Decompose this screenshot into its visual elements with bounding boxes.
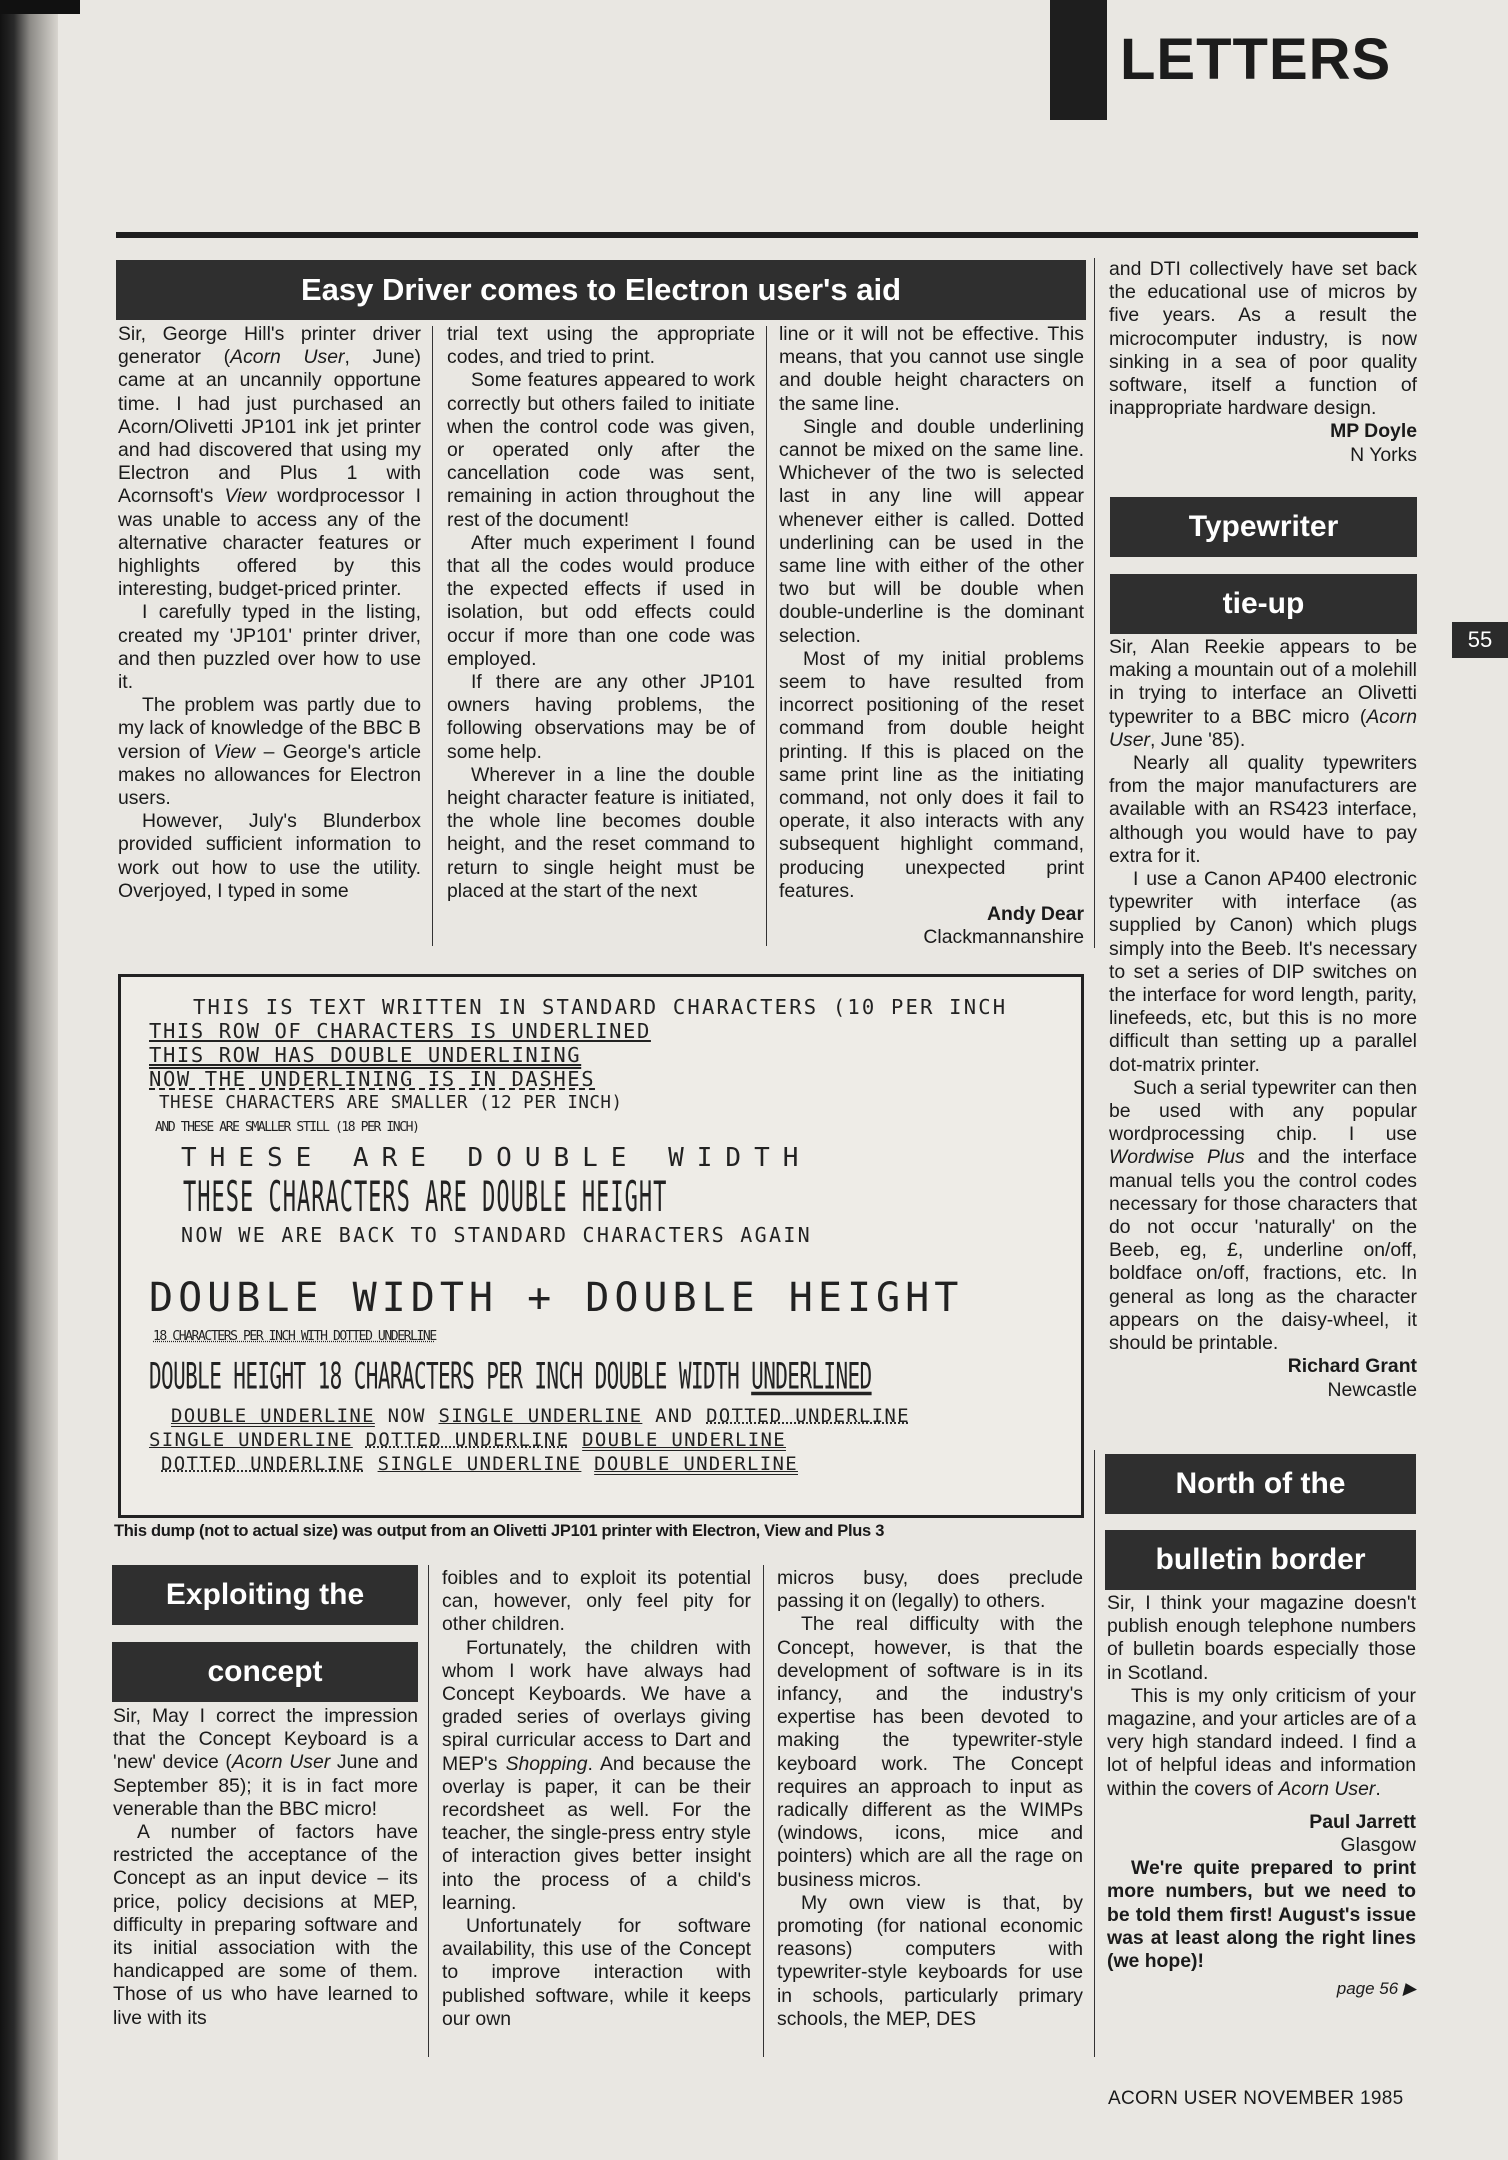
column-rule xyxy=(432,326,433,946)
top-rule xyxy=(116,232,1418,238)
signature-location: Clackmannanshire xyxy=(923,926,1084,949)
headline-concept-line1: Exploiting the xyxy=(165,1578,365,1611)
dump-line-standard-again: NOW WE ARE BACK TO STANDARD CHARACTERS AGAIN xyxy=(181,1223,813,1247)
paragraph: I use a Canon AP400 electronic typewriter with interface (as supplied by Canon) which plugs simply into the Beeb. It's necessary to set a series of DIP switches on the interface for word length, parity, linefeeds, etc, but this is no more difficult than setting up a parallel dot-matrix printer. xyxy=(1109,868,1417,1076)
binding-top-edge xyxy=(0,0,80,14)
page-footer: ACORN USER NOVEMBER 1985 xyxy=(1108,2088,1404,2109)
paragraph: Some features appeared to work correctly but others failed to initiate when the control code was given, or operated only after the cancellation code was sent, remaining in action throughout the rest of the document! xyxy=(447,369,755,531)
concept-column-1 xyxy=(113,1705,418,2030)
paragraph: Wherever in a line the double height character feature is initiated, the whole line becomes double height, and the reset command to return to single height must be placed at the start of the next xyxy=(447,763,755,902)
headline-typewriter xyxy=(1110,497,1417,557)
dump-line-18cpi: AND THESE ARE SMALLER STILL (18 PER INCH) xyxy=(155,1120,419,1135)
column-rule xyxy=(766,326,767,946)
dump-line-double-underlined: THIS ROW HAS DOUBLE UNDERLINING xyxy=(149,1043,582,1067)
typewriter-letter xyxy=(1109,636,1417,1402)
paragraph: I carefully typed in the listing, created my 'JP101' printer driver, and then puzzled over how to use it. xyxy=(118,601,421,694)
page-binding-shadow xyxy=(0,0,58,2160)
dump-mixed-text: DOUBLE HEIGHT 18 CHARACTERS PER INCH DOUBLE WIDTH xyxy=(149,1355,752,1397)
dump-line-standard: THIS IS TEXT WRITTEN IN STANDARD CHARACTERS (10 PER INCH xyxy=(193,995,1008,1019)
dump-line-underlined: THIS ROW OF CHARACTERS IS UNDERLINED xyxy=(149,1019,651,1043)
paragraph: Such a serial typewriter can then be used with any popular wordprocessing chip. I use Wordwise Plus and the interface manual tells you the control codes necessary for those characters that do not occur 'naturally' on the Beeb, eg, £, underline on/off, boldface on/off, fractions, etc. In general as long as the character appears on the daisy-wheel, it should be printable. xyxy=(1109,1076,1418,1355)
signature: MP Doyle xyxy=(1330,420,1417,443)
paragraph: The real difficulty with the Concept, however, is that the development of software is in its infancy, and the industry's expertise has been devoted to making the typewriter-style keyboard work. The Concept requires an approach to input as radically different as the WIMPs (windows, icons, mice and pointers) which are all the rage on business micros. xyxy=(777,1613,1083,1891)
column-rule xyxy=(1094,1450,1095,2057)
paragraph: The problem was partly due to my lack of knowledge of the BBC B version of View – George's article makes no allowances for Electron users. xyxy=(118,694,421,810)
paragraph: This is my only criticism of your magazine, and your articles are of a very high standard indeed. I find a lot of helpful ideas and information within the covers of Acorn User. xyxy=(1107,1684,1416,1800)
headline-typewriter-line1: Typewriter xyxy=(1188,510,1339,543)
dump-line-underline-mix-1: DOUBLE UNDERLINE NOW SINGLE UNDERLINE AND DOTTED UNDERLINE xyxy=(171,1405,910,1427)
headline-easy-driver xyxy=(116,260,1086,320)
headline-concept-line2: concept xyxy=(207,1655,323,1688)
paragraph: Sir, George Hill's printer driver generator (Acorn User, June) came at an uncannily opportune time. I had just purchased an Acorn/Olivetti JP101 ink jet printer and had discovered that using my Electron and Plus 1 with Acornsoft's View wordprocessor I was unable to access any of the alternative character features or highlights offered by this interesting, budget-priced printer. xyxy=(118,323,422,601)
dump-line-dashed-underline: NOW THE UNDERLINING IS IN DASHES xyxy=(149,1067,596,1091)
headline-concept xyxy=(112,1642,418,1702)
paragraph: A number of factors have restricted the acceptance of the Concept as an input device – its price, policy decisions at MEP, difficulty in preparing software and its initial association with the handicapped are some of them. Those of us who have learned to live with its xyxy=(113,1821,418,2029)
continued-page-link[interactable]: page 56 ▶ xyxy=(1336,1979,1416,1999)
paragraph: Sir, I think your magazine doesn't publish enough telephone numbers of bulletin boards especially those in Scotland. xyxy=(1107,1592,1416,1684)
signature: Paul Jarrett xyxy=(1309,1810,1416,1833)
dump-line-12cpi: THESE CHARACTERS ARE SMALLER (12 PER INCH) xyxy=(159,1093,623,1113)
column-rule xyxy=(763,1565,764,2057)
paragraph: If there are any other JP101 owners having problems, the following observations may be of some help. xyxy=(447,671,755,763)
headline-bulletin-line1: North of the xyxy=(1175,1467,1346,1500)
right-column-continuation xyxy=(1109,258,1417,467)
section-header-block xyxy=(1050,0,1107,120)
editor-note: We're quite prepared to print more numbers, but we need to be told them first! August's issue was at least along the right lines (we hope)! xyxy=(1107,1857,1416,1973)
headline-north xyxy=(1105,1454,1416,1514)
paragraph: line or it will not be effective. This means, that you cannot use single and double height characters on the same line. xyxy=(779,323,1084,415)
dump-caption: This dump (not to actual size) was output from an Olivetti JP101 printer with Electron, View and Plus 3 xyxy=(114,1522,885,1540)
paragraph: Single and double underlining cannot be mixed on the same line. Whichever of the two is selected last in any line will appear whenever either is called. Dotted underlining can be used in the same line with either of the other two but will be double when double-underline is the dominant selection. xyxy=(779,415,1084,647)
signature-location: Newcastle xyxy=(1327,1378,1417,1401)
concept-column-2 xyxy=(442,1567,751,2031)
headline-typewriter-line2: tie-up xyxy=(1222,587,1305,620)
headline-bulletin xyxy=(1105,1530,1416,1590)
page-number-tab xyxy=(1452,622,1508,658)
letter1-column-1 xyxy=(118,323,421,903)
paragraph: foibles and to exploit its potential can, however, only feel pity for other children. xyxy=(442,1567,751,1636)
signature-location: Glasgow xyxy=(1340,1834,1416,1857)
signature: Richard Grant xyxy=(1287,1355,1417,1378)
headline-bulletin-line2: bulletin border xyxy=(1155,1543,1366,1576)
concept-column-3 xyxy=(777,1567,1083,2031)
paragraph: and DTI collectively have set back the educational use of micros by five years. As a result the microcomputer industry, is now sinking in a sea of poor quality software, itself a function of inappropriate hardware design. xyxy=(1109,258,1417,420)
dump-mixed-underlined: UNDERLINED xyxy=(751,1355,872,1397)
paragraph: After much experiment I found that all the codes would produce the expected effects if used in isolation, but odd effects could occur if more than one code was employed. xyxy=(447,531,755,670)
paragraph: However, July's Blunderbox provided sufficient information to work out how to use the utility. Overjoyed, I typed in some xyxy=(118,810,421,902)
paragraph: Fortunately, the children with whom I work have always had Concept Keyboards. We have a graded series of overlays giving spiral curricular access to Dart and MEP's Shopping. And because the overlay is paper, it can be their recordsheet as well. For the teacher, the single-press entry style of interaction gives better insight into the process of a child's learning. xyxy=(442,1636,752,1914)
paragraph: micros busy, does preclude passing it on (legally) to others. xyxy=(777,1567,1083,1613)
letter1-column-2 xyxy=(447,323,755,903)
paragraph: Most of my initial problems seem to have resulted from incorrect positioning of the reset command from double height printing. If this is placed on the same print line as the initiating command, not only does it fail to operate, it also interacts with any subsequent highlight command, producing unexpected print features. xyxy=(779,647,1084,902)
paragraph: My own view is that, by promoting (for national economic reasons) computers with typewriter-style keyboards for use in schools, particularly primary schools, the MEP, DES xyxy=(777,1891,1083,2030)
section-title: LETTERS xyxy=(1120,27,1392,92)
headline-tie-up xyxy=(1110,574,1417,634)
paragraph: Unfortunately for software availability, this use of the Concept to improve interaction with published software, while it keeps our own xyxy=(442,1915,751,2030)
dump-line-mixed xyxy=(149,1355,872,1397)
column-rule xyxy=(1094,258,1095,948)
paragraph: trial text using the appropriate codes, and tried to print. xyxy=(447,323,755,369)
dump-line-double-width: THESE ARE DOUBLE WIDTH xyxy=(181,1143,812,1173)
printer-dump-box xyxy=(118,974,1084,1518)
signature: Andy Dear xyxy=(987,903,1084,926)
headline-exploiting xyxy=(112,1565,418,1625)
dump-line-double-width-height: DOUBLE WIDTH + DOUBLE HEIGHT xyxy=(149,1275,964,1321)
bulletin-letter xyxy=(1107,1592,1416,2000)
column-rule xyxy=(428,1565,429,2057)
dump-line-underline-mix-2: SINGLE UNDERLINE DOTTED UNDERLINE DOUBLE UNDERLINE xyxy=(149,1429,786,1451)
headline-easy-driver-text: Easy Driver comes to Electron user's aid xyxy=(300,272,902,307)
dump-line-18cpi-dotted: 18 CHARACTERS PER INCH WITH DOTTED UNDERLINE xyxy=(153,1329,436,1344)
page-number: 55 xyxy=(1467,627,1493,652)
dump-line-underline-mix-3: DOTTED UNDERLINE SINGLE UNDERLINE DOUBLE UNDERLINE xyxy=(161,1453,798,1475)
signature-location: N Yorks xyxy=(1350,443,1417,466)
paragraph: Nearly all quality typewriters from the major manufacturers are available with an RS423 interface, although you would have to pay extra for it. xyxy=(1109,752,1417,867)
paragraph: Sir, May I correct the impression that the Concept Keyboard is a 'new' device (Acorn User June and September 85); it is in fact more venerable than the BBC micro! xyxy=(113,1705,418,1820)
paragraph: Sir, Alan Reekie appears to be making a mountain out of a molehill in trying to interface an Olivetti typewriter to a BBC micro (Acorn User, June '85). xyxy=(1109,636,1417,751)
dump-line-double-height: THESE CHARACTERS ARE DOUBLE HEIGHT xyxy=(183,1175,668,1223)
letter1-column-3 xyxy=(779,323,1084,949)
